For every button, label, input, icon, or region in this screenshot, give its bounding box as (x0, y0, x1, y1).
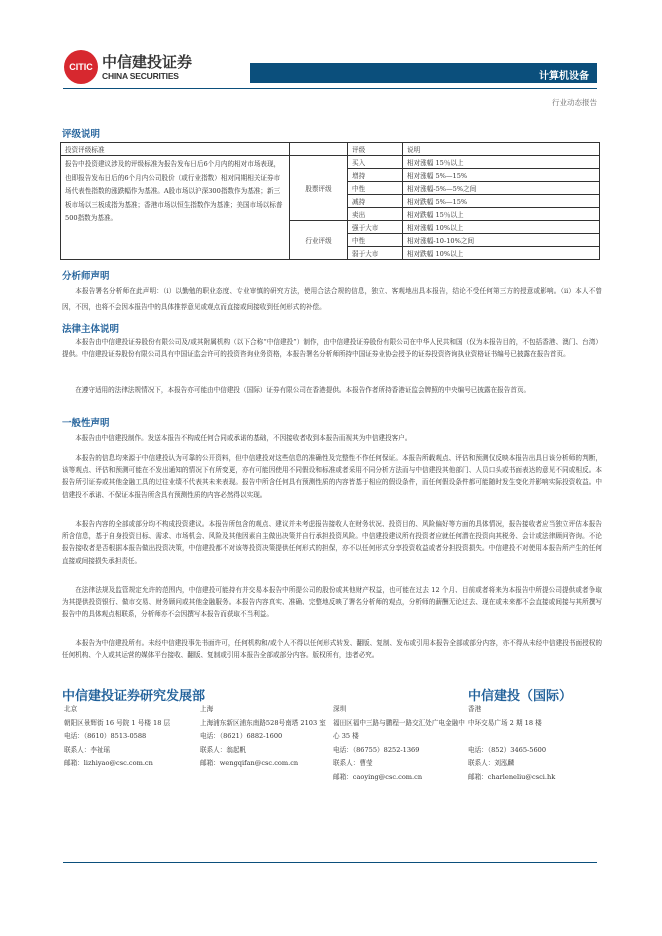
office-address: 朝阳区景辉街 16 号院 1 号楼 18 层 (64, 718, 171, 727)
rating-desc: 相对跌幅 15％以上 (403, 208, 600, 221)
footer-divider (63, 862, 597, 863)
rating-label: 弱于大市 (348, 247, 403, 260)
office-contact: 联系人：李祉瑶 (64, 745, 111, 754)
report-type: 行业动态报告 (552, 98, 597, 107)
rating-label: 卖出 (348, 208, 403, 221)
rating-label: 增持 (348, 169, 403, 182)
rating-desc: 相对涨幅-5%—5%之间 (403, 182, 600, 195)
rating-heading: 评级说明 (62, 129, 101, 140)
research-dept-title: 中信建投证券研究发展部 (62, 689, 206, 704)
intl-title: 中信建投（国际） (468, 689, 573, 704)
rating-label: 中性 (348, 234, 403, 247)
office-email[interactable]: 邮箱：lizhiyao@csc.com.cn (64, 759, 153, 768)
logo-en: CHINA SECURITIES (102, 70, 179, 81)
office-contact: 联系人：曹莹 (333, 759, 373, 768)
office-email[interactable]: 邮箱：charleneliu@csci.hk (468, 772, 556, 781)
analyst-heading: 分析师声明 (62, 271, 110, 282)
office-address: 上海浦东新区浦东南路528号南塔 2103 室 (200, 718, 326, 727)
sector-banner: 计算机设备 (250, 63, 597, 83)
general-paragraph-1: 本报告由中信建投制作。发送本报告不构成任何合同或承诺的基础，不因接收者收到本报告而视其为中信建投客户。 (75, 434, 412, 442)
office-city: 香港 (468, 705, 482, 713)
office-phone: 电话：（8621）6882-1600 (200, 732, 283, 741)
office-phone: 电话：（852）3465-5600 (468, 745, 547, 754)
col-rating: 评级 (348, 143, 403, 156)
office-email[interactable]: 邮箱：wengqifan@csc.com.cn (200, 759, 299, 768)
rating-desc: 相对跌幅 5%—15% (403, 195, 600, 208)
col-standard: 投资评级标准 (61, 143, 290, 156)
header-divider (63, 88, 597, 89)
general-paragraph-4: 在法律法规及监管规定允许的范围内，中信建投可能持有并交易本报告中所提公司的股份或其他财产权益，也可能在过去 12 个月、目前或者将来为本报告中所提公司提供或者争取为其提供投资银行、做市交易、财务顾问或其他金融服务。本报告内容真实、准确、完整地反映了署名分析师的观点，分析师的薪酬无论过去、现在或未来都不会直接或间接与其所撰写报告中的具体观点相联系，分析师亦不会因撰写本报告而获取不当利益。 (62, 586, 602, 619)
rating-label: 减持 (348, 195, 403, 208)
rating-desc: 相对涨幅 15％以上 (403, 156, 600, 169)
rating-desc: 相对涨幅 10%以上 (403, 221, 600, 234)
general-heading: 一般性声明 (62, 418, 110, 429)
office-contact: 联系人：刘泓麟 (468, 759, 515, 768)
legal-paragraph-1: 本报告由中信建投证券股份有限公司及/或其附属机构（以下合称“中信建投”）制作，由中信建投证券股份有限公司在中华人民共和国（仅为本报告目的，不包括香港、澳门、台湾）提供。中信建投证券股份有限公司具有中国证监会许可的投资咨询业务资格，本报告署名分析师所持中国证券业协会授予的证券投资咨询执业资格证书编号已披露在报告首页。 (62, 338, 602, 359)
office-email[interactable]: 邮箱：caoying@csc.com.cn (333, 772, 423, 781)
office-phone: 电话：（8610）8513-0588 (64, 732, 147, 741)
general-paragraph-2: 本报告的信息均来源于中信建投认为可靠的公开资料，但中信建投对这些信息的准确性及完整性不作任何保证。本报告所载观点、评估和预测仅反映本报告出具日该分析师的判断，该等观点、评估和预测可能在不发出通知的情况下有所变更，亦有可能因使用不同假设和标准或者采用不同分析方法而与中信建投其他部门、人员口头或书面表达的意见不同或相反。本报告所引证券或其他金融工具的过往业绩不代表其未来表现。报告中所含任何具有预测性质的内容皆基于相应的假设条件，而任何假设条件都可能随时发生变化并影响实际投资收益。中信建投不承诺、不保证本报告所含具有预测性质的内容必然得以实现。 (62, 454, 602, 499)
rating-desc: 相对涨幅 5%—15% (403, 169, 600, 182)
office-shanghai (200, 703, 332, 771)
analyst-paragraph: 本报告署名分析师在此声明：（i）以勤勉的职业态度、专业审慎的研究方法，使用合法合规的信息，独立、客观地出具本报告，结论不受任何第三方的授意或影响。（ii）本人不曾因，不因，也将不会因本报告中的具体推荐意见或观点而直接或间接收到任何形式的补偿。 (62, 287, 602, 311)
general-paragraph-3: 本报告内容的全部或部分均不构成投资建议。本报告所包含的观点、建议并未考虑报告接收人在财务状况、投资目的、风险偏好等方面的具体情况，报告接收者应当独立评估本报告所含信息，基于自身投资目标、需求、市场机会、风险及其他因素自主做出决策并自行承担投资风险。中信建投建议所有投资者应就任何潜在投资向其税务、会计或法律顾问咨询。不论报告接收者是否根据本报告做出投资决策，中信建投都不对该等投资决策提供任何形式的担保，亦不以任何形式分享投资收益或者分担投资损失。中信建投不对使用本报告所产生的任何直接或间接损失承担责任。 (62, 520, 602, 565)
logo-cn: 中信建投证券 (102, 52, 193, 71)
office-address: 中环交易广场 2 期 18 楼 (468, 718, 542, 727)
standard-text: 报告中投资建议涉及的评级标准为报告发布日后6个月内的相对市场表现，也即报告发布日后的6个月内公司股价（或行业指数）相对同期相关证券市场代表性指数的涨跌幅作为基准。A股市场以沪深300指数作为基准；新三板市场以三板成指为基准；香港市场以恒生指数作为基准；美国市场以标普500指数为基准。 (61, 156, 290, 260)
office-shenzhen (333, 703, 465, 785)
office-beijing (64, 703, 196, 771)
rating-label: 买入 (348, 156, 403, 169)
industry-group: 行业评级 (290, 221, 348, 260)
office-contact: 联系人：翁起帆 (200, 745, 247, 754)
rating-label: 强于大市 (348, 221, 403, 234)
general-paragraph-5: 本报告为中信建投所有。未经中信建投事先书面许可，任何机构和/或个人不得以任何形式转发、翻版、复制、发布或引用本报告全部或部分内容，亦不得从未经中信建投书面授权的任何机构、个人或其运营的媒体平台接收、翻版、复制或引用本报告全部或部分内容。版权所有，违者必究。 (62, 639, 602, 660)
office-city: 深圳 (333, 705, 347, 713)
col-desc: 说明 (403, 143, 600, 156)
office-hongkong (468, 703, 600, 784)
legal-paragraph-2: 在遵守适用的法律法规情况下，本报告亦可能由中信建投（国际）证券有限公司在香港提供。本报告作者所持香港证监会牌照的中央编号已披露在报告首页。 (75, 386, 531, 394)
office-city: 上海 (200, 705, 214, 713)
legal-heading: 法律主体说明 (62, 324, 120, 335)
office-city: 北京 (64, 705, 78, 713)
rating-label: 中性 (348, 182, 403, 195)
office-phone: 电话：（86755）8252-1369 (333, 745, 420, 754)
office-address: 福田区福中三路与鹏程一路交汇处广电金融中心 35 楼 (333, 718, 465, 741)
rating-desc: 相对跌幅 10%以上 (403, 247, 600, 260)
company-logo (64, 50, 192, 84)
rating-desc: 相对涨幅-10-10%之间 (403, 234, 600, 247)
rating-table (60, 142, 600, 260)
stock-group: 股票评级 (290, 156, 348, 221)
citic-logo-icon: CITIC (64, 50, 98, 84)
